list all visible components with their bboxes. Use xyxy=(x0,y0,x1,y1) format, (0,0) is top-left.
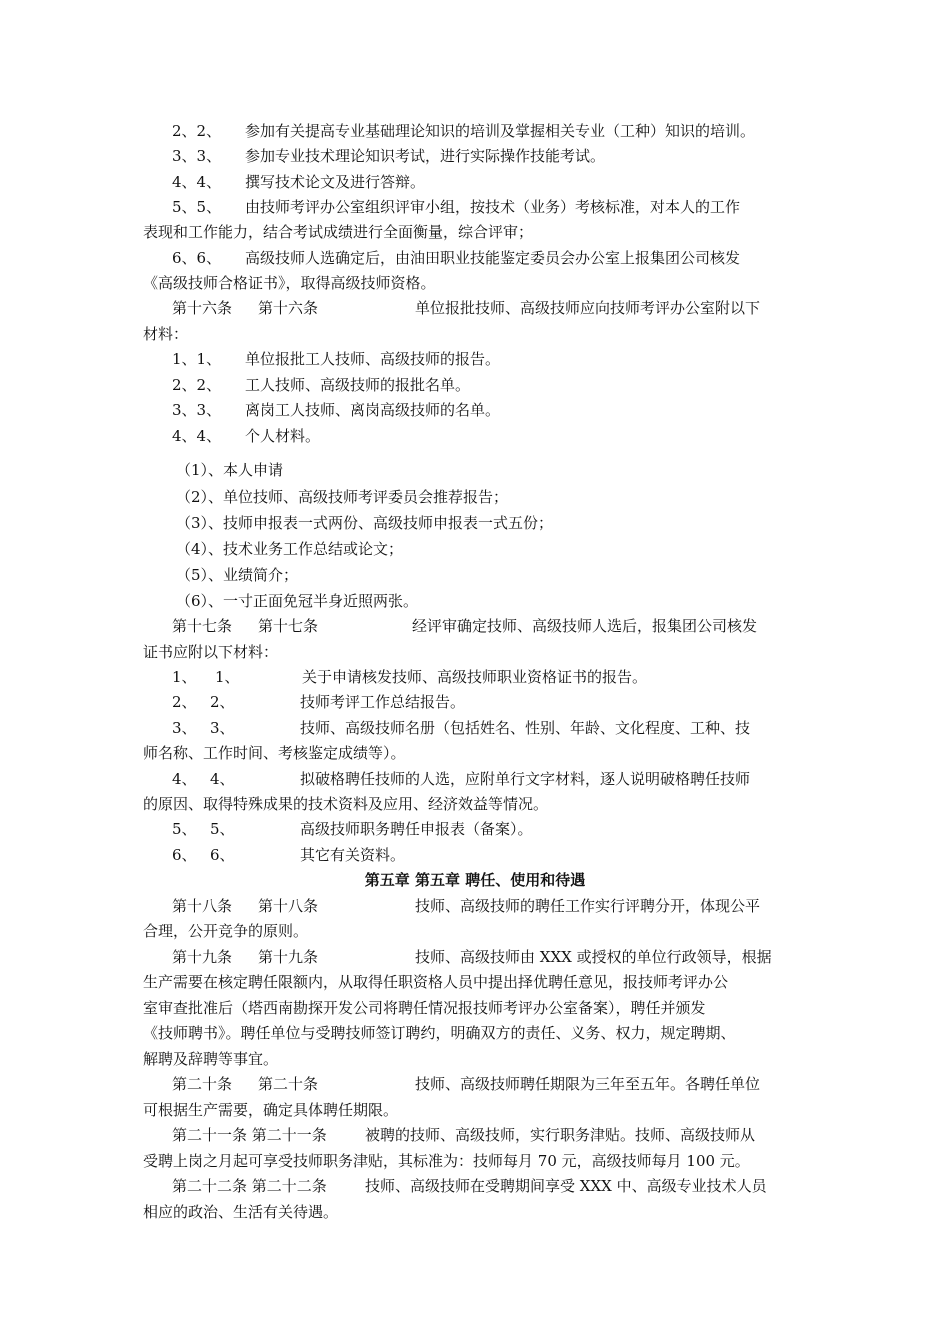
article-number: 第十六条 xyxy=(172,299,233,317)
article-number: 第十六条 xyxy=(258,299,319,317)
article-text-continued: 室审查批准后（塔西南勘探开发公司将聘任情况报技师考评办公室备案），聘任并颁发 xyxy=(143,999,706,1017)
sub-item: （6）、一寸正面免冠半身近照两张。 xyxy=(176,592,419,610)
list-number: 5、5、 xyxy=(172,198,222,216)
article-number: 第二十二条 第二十二条 xyxy=(172,1177,327,1195)
sub-item: （4）、技术业务工作总结或论文； xyxy=(176,540,404,558)
list-number: 6、 xyxy=(210,846,235,864)
list-text: 离岗工人技师、离岗高级技师的名单。 xyxy=(245,401,501,419)
list-number: 4、4、 xyxy=(172,173,222,191)
article-text: 技师、高级技师由 XXX 或授权的单位行政领导，根据 xyxy=(415,948,772,966)
article-number: 第二十一条 第二十一条 xyxy=(172,1126,327,1144)
article-text-continued: 受聘上岗之月起可享受技师职务津贴，其标准为：技师每月 70 元，高级技师每月 100 元。 xyxy=(143,1152,750,1170)
list-number: 5、 xyxy=(210,820,235,838)
list-number: 1、 xyxy=(215,668,240,686)
article-text-continued: 生产需要在核定聘任限额内，从取得任职资格人员中提出择优聘任意见，报技师考评办公 xyxy=(143,973,729,991)
list-number: 4、 xyxy=(210,770,235,788)
list-number: 6、6、 xyxy=(172,249,222,267)
article-text: 技师、高级技师在受聘期间享受 XXX 中、高级专业技术人员 xyxy=(365,1177,767,1195)
list-text: 撰写技术论文及进行答辩。 xyxy=(245,173,426,191)
list-text: 技师考评工作总结报告。 xyxy=(300,693,466,711)
article-number: 第十八条 xyxy=(258,897,319,915)
list-number: 1、 xyxy=(172,668,197,686)
article-text: 单位报批技师、高级技师应向技师考评办公室附以下 xyxy=(415,299,761,317)
list-text: 参加专业技术理论知识考试，进行实际操作技能考试。 xyxy=(245,147,606,165)
article-text-continued: 可根据生产需要，确定具体聘任期限。 xyxy=(143,1101,399,1119)
list-number: 2、 xyxy=(210,693,235,711)
list-text: 个人材料。 xyxy=(245,427,321,445)
article-number: 第十七条 xyxy=(258,617,319,635)
list-text: 单位报批工人技师、高级技师的报告。 xyxy=(245,350,501,368)
list-text: 技师、高级技师名册（包括姓名、性别、年龄、文化程度、工种、技 xyxy=(300,719,751,737)
chapter-heading: 第五章 第五章 聘任、使用和待遇 xyxy=(364,871,586,889)
list-number: 6、 xyxy=(172,846,197,864)
article-text-continued: 证书应附以下材料： xyxy=(143,643,279,661)
article-text-continued: 解聘及辞聘等事宜。 xyxy=(143,1050,279,1068)
sub-item: （5）、业绩简介； xyxy=(176,566,299,584)
article-number: 第十九条 xyxy=(172,948,233,966)
list-text-continued: 的原因、取得特殊成果的技术资料及应用、经济效益等情况。 xyxy=(143,795,549,813)
sub-item: （2）、单位技师、高级技师考评委员会推荐报告； xyxy=(176,488,509,506)
list-text: 由技师考评办公室组织评审小组，按技术（业务）考核标准，对本人的工作 xyxy=(245,198,741,216)
list-text-continued: 《高级技师合格证书》，取得高级技师资格。 xyxy=(143,274,436,292)
sub-item: （1）、本人申请 xyxy=(176,461,284,479)
list-number: 3、 xyxy=(210,719,235,737)
article-number: 第二十条 xyxy=(172,1075,233,1093)
list-text: 关于申请核发技师、高级技师职业资格证书的报告。 xyxy=(302,668,648,686)
list-number: 3、3、 xyxy=(172,401,222,419)
list-text: 工人技师、高级技师的报批名单。 xyxy=(245,376,471,394)
list-text: 其它有关资料。 xyxy=(300,846,406,864)
article-text-continued: 材料： xyxy=(143,325,189,343)
article-number: 第二十条 xyxy=(258,1075,319,1093)
article-text: 技师、高级技师聘任期限为三年至五年。各聘任单位 xyxy=(415,1075,761,1093)
list-number: 2、2、 xyxy=(172,122,222,140)
article-number: 第十七条 xyxy=(172,617,233,635)
article-number: 第十八条 xyxy=(172,897,233,915)
list-text: 参加有关提高专业基础理论知识的培训及掌握相关专业（工种）知识的培训。 xyxy=(245,122,756,140)
article-number: 第十九条 xyxy=(258,948,319,966)
list-text: 高级技师人选确定后，由油田职业技能鉴定委员会办公室上报集团公司核发 xyxy=(245,249,741,267)
list-number: 1、1、 xyxy=(172,350,222,368)
list-number: 5、 xyxy=(172,820,197,838)
article-text: 技师、高级技师的聘任工作实行评聘分开，体现公平 xyxy=(415,897,761,915)
list-number: 4、 xyxy=(172,770,197,788)
article-text: 被聘的技师、高级技师，实行职务津贴。技师、高级技师从 xyxy=(365,1126,756,1144)
article-text-continued: 合理，公开竞争的原则。 xyxy=(143,922,309,940)
list-text: 拟破格聘任技师的人选，应附单行文字材料，逐人说明破格聘任技师 xyxy=(300,770,751,788)
list-text-continued: 师名称、工作时间、考核鉴定成绩等）。 xyxy=(143,744,406,762)
list-text-continued: 表现和工作能力，结合考试成绩进行全面衡量，综合评审； xyxy=(143,223,534,241)
list-number: 3、3、 xyxy=(172,147,222,165)
list-number: 3、 xyxy=(172,719,197,737)
list-text: 高级技师职务聘任申报表（备案）。 xyxy=(300,820,533,838)
list-number: 2、 xyxy=(172,693,197,711)
article-text: 经评审确定技师、高级技师人选后，报集团公司核发 xyxy=(412,617,758,635)
list-number: 2、2、 xyxy=(172,376,222,394)
sub-item: （3）、技师申报表一式两份、高级技师申报表一式五份； xyxy=(176,514,554,532)
list-number: 4、4、 xyxy=(172,427,222,445)
article-text-continued: 《技师聘书》。聘任单位与受聘技师签订聘约，明确双方的责任、义务、权力，规定聘期、 xyxy=(143,1024,736,1042)
article-text-continued: 相应的政治、生活有关待遇。 xyxy=(143,1203,339,1221)
